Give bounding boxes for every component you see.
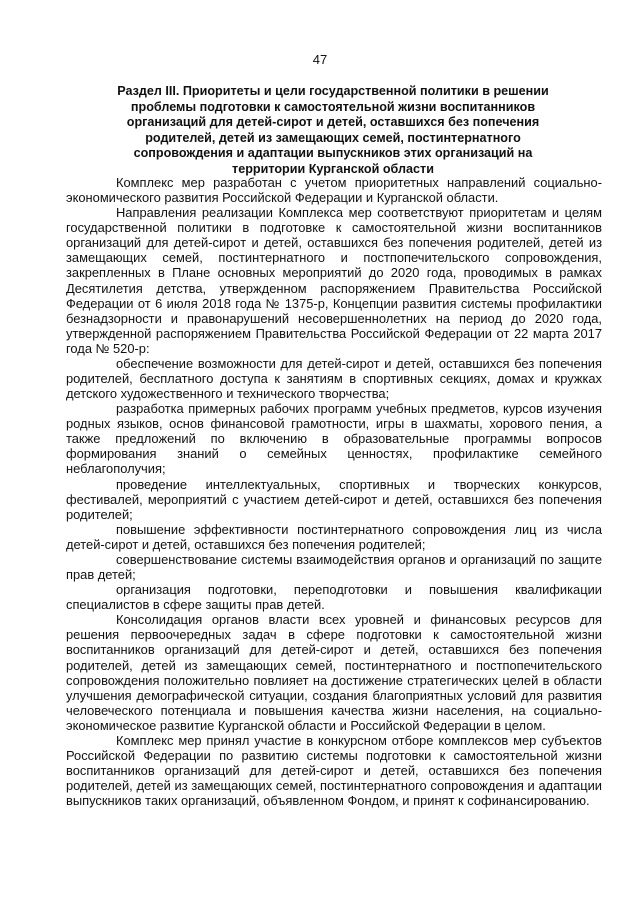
page-number: 47 xyxy=(312,52,328,67)
list-item: обеспечение возможности для детей-сирот и детей, оставшихся без попечения родителей, бесплатного доступа к занятиям в спортивных секциях, домах и кружках детского художественного и технического творчества; xyxy=(66,355,602,402)
section-title: Раздел III. Приоритеты и цели государственной политики в решении проблемы подготовки к самостоятельной жизни воспитанников организаций для детей-сирот и детей, оставшихся без попечения родителей, детей из замещающих семей, постинтернатного сопровождения и адаптации выпускников этих организаций на территории Курганской области xyxy=(117,84,549,176)
paragraph: Консолидация органов власти всех уровней и финансовых ресурсов для решения первоочередных задач в сфере подготовки к самостоятельной жизни воспитанников организаций для детей-сирот и детей, оставшихся без попечения родителей, детей из замещающих семей, постинтернатного и постпопечительского сопровождения положительно повлияет на достижение стратегических целей в области улучшения демографической ситуации, создания благоприятных условий для развития человеческого потенциала и повышения качества жизни населения, на социально-экономическое развитие Курганской области и Российской Федерации в целом. xyxy=(66,612,602,733)
list-item: проведение интеллектуальных, спортивных и творческих конкурсов, фестивалей, мероприятий с участием детей-сирот и детей, оставшихся без попечения родителей; xyxy=(66,476,602,522)
paragraph: Направления реализации Комплекса мер соответствуют приоритетам и целям государственной политики в подготовке к самостоятельной жизни воспитанников организаций для детей-сирот и детей, оставшихся без попечения родителей, детей из замещающих семей, постинтернатного и постпопечительского сопровождения, закрепленных в Плане основных мероприятий до 2020 года, проводимых в рамках Десятилетия детства, утвержденном распоряжением Правительства Российской Федерации от 6 июля 2018 года № 1375-р, Концепции развития системы профилактики безнадзорности и правонарушений несовершеннолетних на период до 2020 года, утвержденной распоряжением Правительства Российской Федерации от 22 марта 2017 года № 520-р: xyxy=(66,205,602,356)
list-item: разработка примерных рабочих программ учебных предметов, курсов изучения родных языков, основ финансовой грамотности, игры в шахматы, хорового пения, а также предложений по включению в образовательные программы вопросов формирования знаний о семейных ценностях, профилактике семейного неблагополучия; xyxy=(66,401,602,477)
paragraph: Комплекс мер принял участие в конкурсном отборе комплексов мер субъектов Российской Федерации по развитию системы подготовки к самостоятельной жизни воспитанников организаций для детей-сирот и детей, оставшихся без попечения родителей, детей из замещающих семей, постинтернатного сопровождения и адаптации выпускников таких организаций, объявленном Фондом, и принят к софинансированию. xyxy=(66,732,602,809)
list-item: организация подготовки, переподготовки и повышения квалификации специалистов в сфере защиты прав детей. xyxy=(66,582,602,613)
list-item: совершенствование системы взаимодействия органов и организаций по защите прав детей; xyxy=(66,551,602,583)
body-text xyxy=(66,175,602,808)
paragraph: Комплекс мер разработан с учетом приоритетных направлений социально-экономического развития Российской Федерации и Курганской области. xyxy=(66,175,602,206)
list-item: повышение эффективности постинтернатного сопровождения лиц из числа детей-сирот и детей, оставшихся без попечения родителей; xyxy=(66,521,602,552)
